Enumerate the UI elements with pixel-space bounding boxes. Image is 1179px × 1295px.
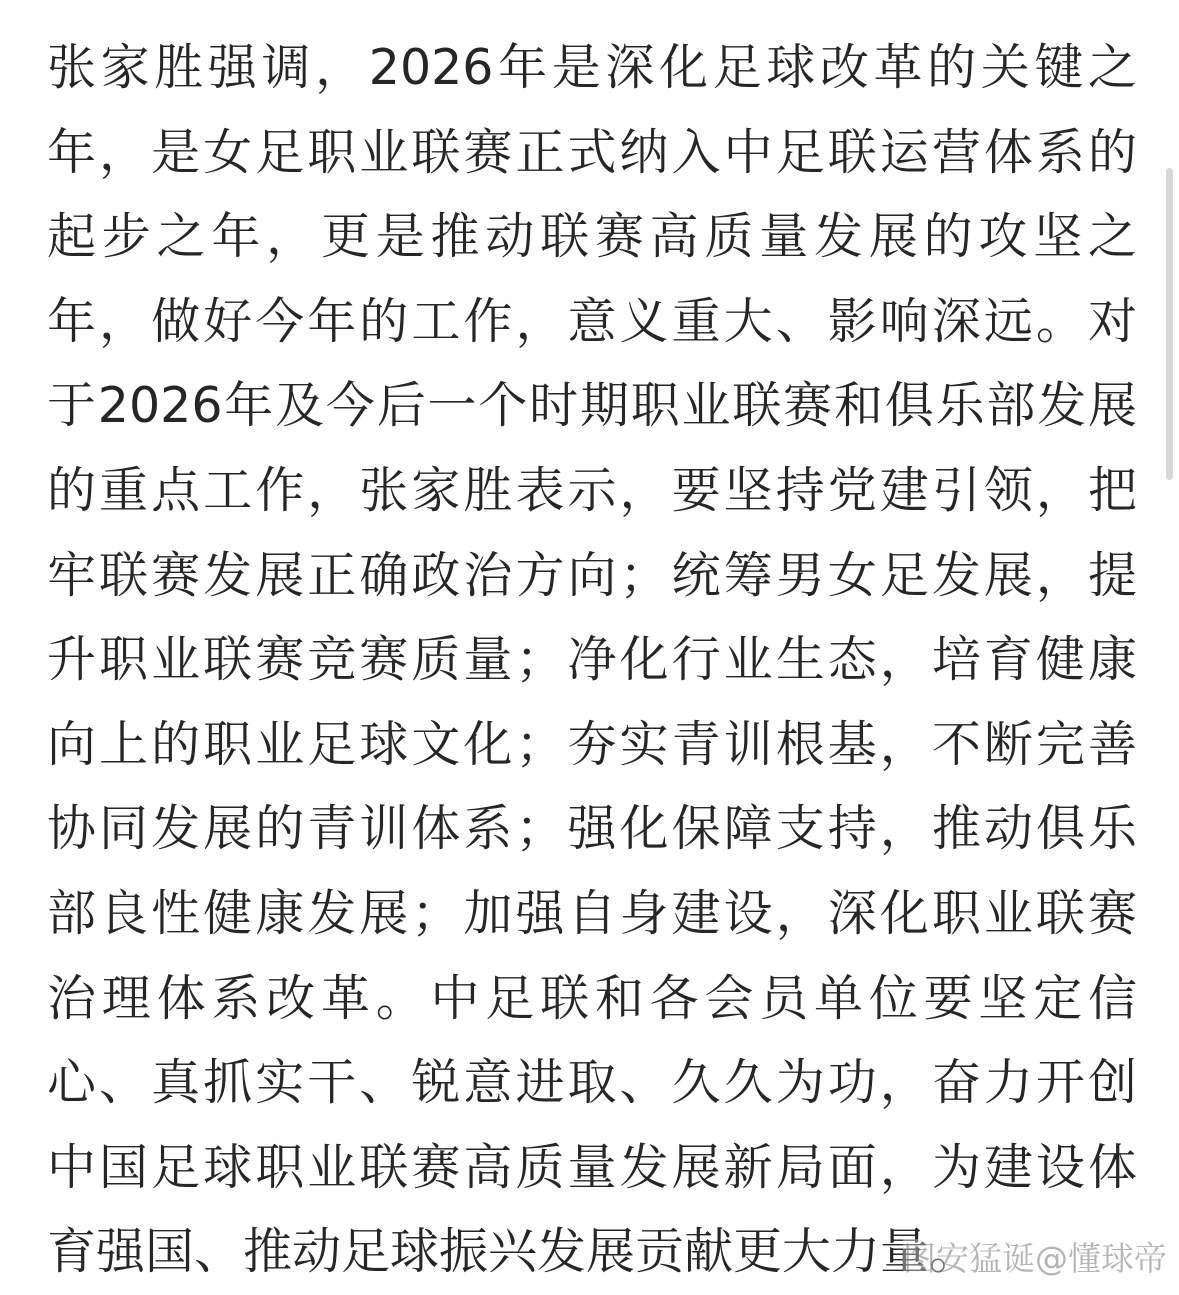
article-line: 的重点工作，张家胜表示，要坚持党建引领，把 [47,461,1137,519]
article-line: 中国足球职业联赛高质量发展新局面，为建设体 [47,1138,1137,1196]
article-line: 协同发展的青训体系；强化保障支持，推动俱乐 [47,800,1137,858]
article-line: 年，是女足职业联赛正式纳入中足联运营体系的 [47,123,1137,181]
article-body [47,26,1137,1295]
article-line: 张家胜强调，2026年是深化足球改革的关键之 [47,39,1137,96]
article-line: 起步之年，更是推动联赛高质量发展的攻坚之 [47,208,1137,266]
article-line: 年，做好今年的工作，意义重大、影响深远。对 [47,292,1137,350]
article-line: 升职业联赛竞赛质量；净化行业生态，培育健康 [47,631,1137,689]
article-line: 于2026年及今后一个时期职业联赛和俱乐部发展 [47,377,1137,435]
article-line: 治理体系改革。中足联和各会员单位要坚定信 [47,969,1137,1027]
watermark: 图安猛诞@懂球帝 [903,1239,1167,1278]
article-line: 育强国、推动足球振兴发展贡献更大力量。 [47,1223,979,1281]
scrollbar-thumb[interactable] [1166,168,1173,480]
article-line: 部良性健康发展；加强自身建设，深化职业联赛 [47,884,1137,942]
article-line: 牢联赛发展正确政治方向；统筹男女足发展，提 [47,546,1137,604]
article-line: 心、真抓实干、锐意进取、久久为功，奋力开创 [47,1054,1137,1112]
article-line: 向上的职业足球文化；夯实青训根基，不断完善 [47,715,1137,773]
